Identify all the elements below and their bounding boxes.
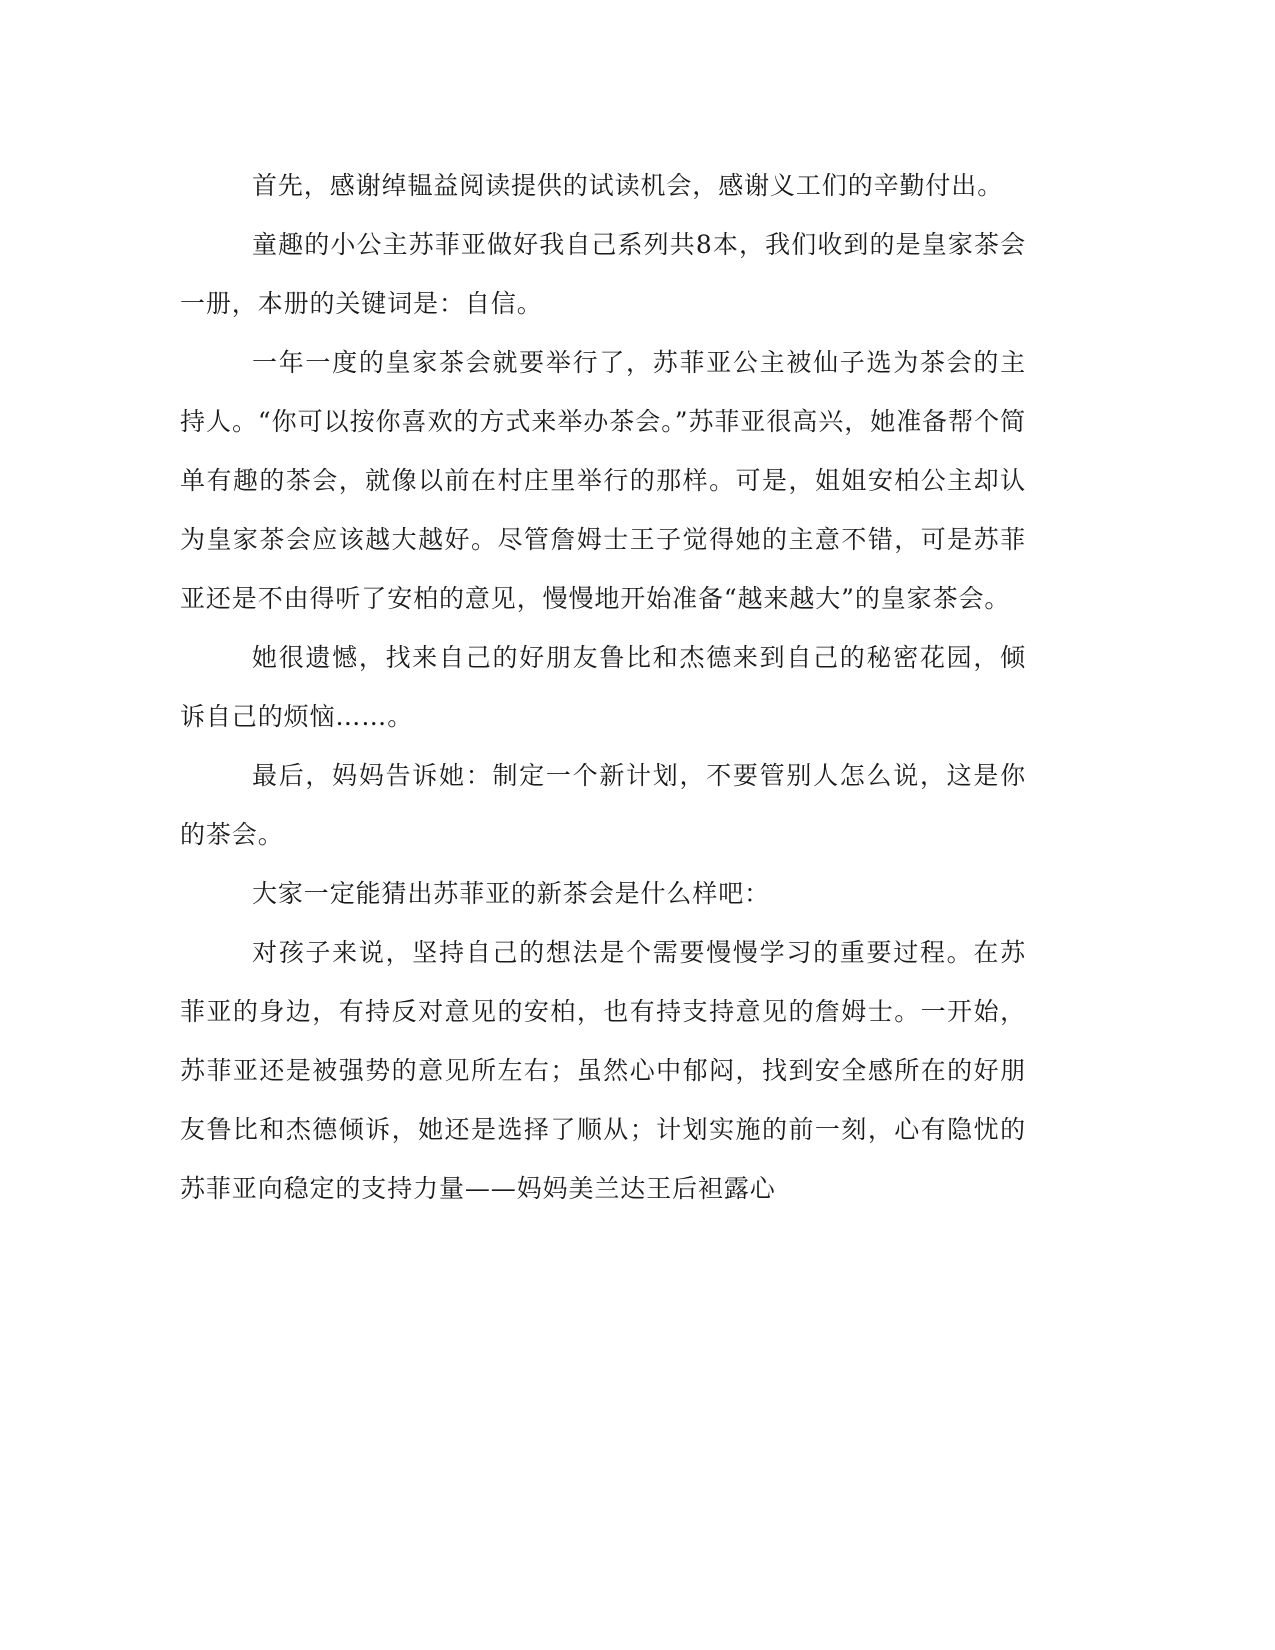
paragraph-secret-garden: 她很遗憾，找来自己的好朋友鲁比和杰德来到自己的秘密花园，倾诉自己的烦恼……。 <box>180 643 1026 731</box>
document-body <box>180 156 1026 1218</box>
paragraph-thanks: 首先，感谢绰韫益阅读提供的试读机会，感谢义工们的辛勤付出。 <box>252 171 1004 200</box>
paragraph-reflection: 对孩子来说，坚持自己的想法是个需要慢慢学习的重要过程。在苏菲亚的身边，有持反对意见的安柏，也有持支持意见的詹姆士。一开始，苏菲亚还是被强势的意见所左右；虽然心中郁闷，找到安全感所在的好朋友鲁比和杰德倾诉，她还是选择了顺从；计划实施的前一刻，心有隐忧的苏菲亚向稳定的支持力量——妈妈美兰达王后袒露心 <box>180 938 1026 1203</box>
paragraph-mother-advice: 最后，妈妈告诉她：制定一个新计划，不要管别人怎么说，这是你的茶会。 <box>180 761 1026 849</box>
paragraph-series-intro: 童趣的小公主苏菲亚做好我自己系列共8本，我们收到的是皇家茶会一册，本册的关键词是：自信。 <box>180 230 1026 318</box>
paragraph-guess: 大家一定能猜出苏菲亚的新茶会是什么样吧： <box>252 879 771 908</box>
paragraph-story-summary: 一年一度的皇家茶会就要举行了，苏菲亚公主被仙子选为茶会的主持人。“你可以按你喜欢的方式来举办茶会。”苏菲亚很高兴，她准备帮个简单有趣的茶会，就像以前在村庄里举行的那样。可是，姐姐安柏公主却认为皇家茶会应该越大越好。尽管詹姆士王子觉得她的主意不错，可是苏菲亚还是不由得听了安柏的意见，慢慢地开始准备“越来越大”的皇家茶会。 <box>180 348 1026 613</box>
